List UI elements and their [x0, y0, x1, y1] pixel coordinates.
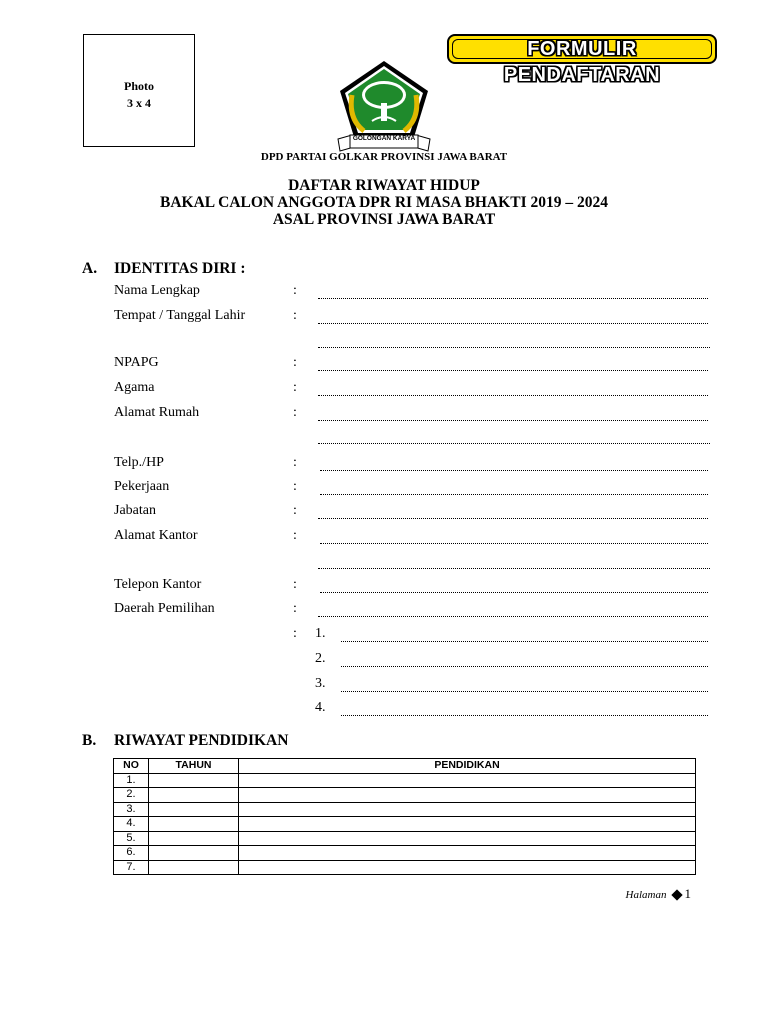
numbered-item-label: 4.	[315, 700, 326, 715]
row-number: 3.	[114, 802, 149, 817]
field-colon: :	[293, 380, 297, 395]
field-input-line-continued[interactable]	[318, 443, 710, 444]
field-colon: :	[293, 479, 297, 494]
field-input-line[interactable]	[318, 518, 708, 519]
badge-text: FORMULIR PENDAFTARAN	[503, 38, 661, 86]
tahun-cell[interactable]	[149, 846, 239, 861]
section-b-marker: B.	[82, 732, 97, 749]
col-tahun: TAHUN	[149, 759, 239, 774]
numbered-item-line[interactable]	[341, 641, 708, 642]
field-label: Tempat / Tanggal Lahir	[114, 308, 246, 323]
photo-size: 3 x 4	[127, 96, 151, 110]
pendidikan-cell[interactable]	[239, 802, 696, 817]
field-label: Nama Lengkap	[114, 283, 200, 298]
field-input-line[interactable]	[320, 592, 708, 593]
pendidikan-cell[interactable]	[239, 860, 696, 875]
field-label: Telp./HP	[114, 455, 164, 470]
field-input-line-continued[interactable]	[318, 347, 710, 348]
tahun-cell[interactable]	[149, 788, 239, 803]
numbered-item-line[interactable]	[341, 691, 708, 692]
field-label: Pekerjaan	[114, 479, 170, 494]
organization-name: DPD PARTAI GOLKAR PROVINSI JAWA BARAT	[260, 151, 508, 163]
page-footer	[626, 886, 691, 902]
field-label: Alamat Kantor	[114, 528, 198, 543]
numbered-item-label: 2.	[315, 651, 326, 666]
numbered-item-line[interactable]	[341, 666, 708, 667]
form-title-badge	[447, 34, 717, 86]
diamond-icon	[671, 890, 682, 901]
table-row	[114, 860, 696, 875]
pendidikan-cell[interactable]	[239, 788, 696, 803]
section-a-heading: IDENTITAS DIRI :	[114, 260, 246, 277]
row-number: 7.	[114, 860, 149, 875]
photo-label: Photo	[124, 79, 154, 93]
field-label: Alamat Rumah	[114, 405, 200, 420]
education-table	[113, 758, 696, 875]
numbered-item-label: 1.	[315, 626, 326, 641]
field-colon: :	[293, 405, 297, 420]
numbered-item-label: 3.	[315, 676, 326, 691]
table-row	[114, 817, 696, 832]
field-input-line[interactable]	[318, 616, 708, 617]
table-row	[114, 846, 696, 861]
field-input-line[interactable]	[320, 494, 708, 495]
tahun-cell[interactable]	[149, 802, 239, 817]
doc-title-3: ASAL PROVINSI JAWA BARAT	[272, 211, 496, 228]
col-no: NO	[114, 759, 149, 774]
tahun-cell[interactable]	[149, 817, 239, 832]
field-label: Agama	[114, 380, 155, 395]
field-colon: :	[293, 528, 297, 543]
field-label: Jabatan	[114, 503, 156, 518]
row-number: 5.	[114, 831, 149, 846]
page-label: Halaman	[625, 889, 667, 901]
field-input-line[interactable]	[320, 543, 708, 544]
field-input-line[interactable]	[318, 370, 708, 371]
table-row	[114, 773, 696, 788]
field-input-line[interactable]	[320, 470, 708, 471]
col-pendidikan: PENDIDIKAN	[239, 759, 696, 774]
pendidikan-cell[interactable]	[239, 817, 696, 832]
education-table-header	[114, 759, 696, 774]
section-b-heading: RIWAYAT PENDIDIKAN	[114, 732, 289, 749]
field-input-line[interactable]	[318, 323, 708, 324]
field-colon: :	[293, 283, 297, 298]
field-label: NPAPG	[114, 355, 159, 370]
tahun-cell[interactable]	[149, 831, 239, 846]
field-colon: :	[293, 355, 297, 370]
field-label: Daerah Pemilihan	[114, 601, 215, 616]
table-row	[114, 788, 696, 803]
pendidikan-cell[interactable]	[239, 773, 696, 788]
doc-title-1: DAFTAR RIWAYAT HIDUP	[288, 177, 480, 194]
field-label: Telepon Kantor	[114, 577, 202, 592]
pendidikan-cell[interactable]	[239, 831, 696, 846]
page-number: 1	[684, 886, 691, 901]
field-input-line[interactable]	[318, 395, 708, 396]
row-number: 4.	[114, 817, 149, 832]
row-number: 1.	[114, 773, 149, 788]
table-row	[114, 802, 696, 817]
row-number: 2.	[114, 788, 149, 803]
tahun-cell[interactable]	[149, 773, 239, 788]
numbered-colon: :	[293, 626, 297, 641]
doc-title-2: BAKAL CALON ANGGOTA DPR RI MASA BHAKTI 2019 – 2024	[160, 194, 608, 211]
field-input-line-continued[interactable]	[318, 568, 710, 569]
row-number: 6.	[114, 846, 149, 861]
table-row	[114, 831, 696, 846]
logo-caption: GOLONGAN KARYA	[352, 135, 416, 142]
field-colon: :	[293, 601, 297, 616]
field-colon: :	[293, 577, 297, 592]
field-colon: :	[293, 503, 297, 518]
numbered-item-line[interactable]	[341, 715, 708, 716]
section-a-marker: A.	[82, 260, 98, 277]
field-colon: :	[293, 308, 297, 323]
field-colon: :	[293, 455, 297, 470]
tahun-cell[interactable]	[149, 860, 239, 875]
field-input-line[interactable]	[318, 298, 708, 299]
field-input-line[interactable]	[318, 420, 708, 421]
pendidikan-cell[interactable]	[239, 846, 696, 861]
photo-placeholder	[83, 34, 195, 147]
